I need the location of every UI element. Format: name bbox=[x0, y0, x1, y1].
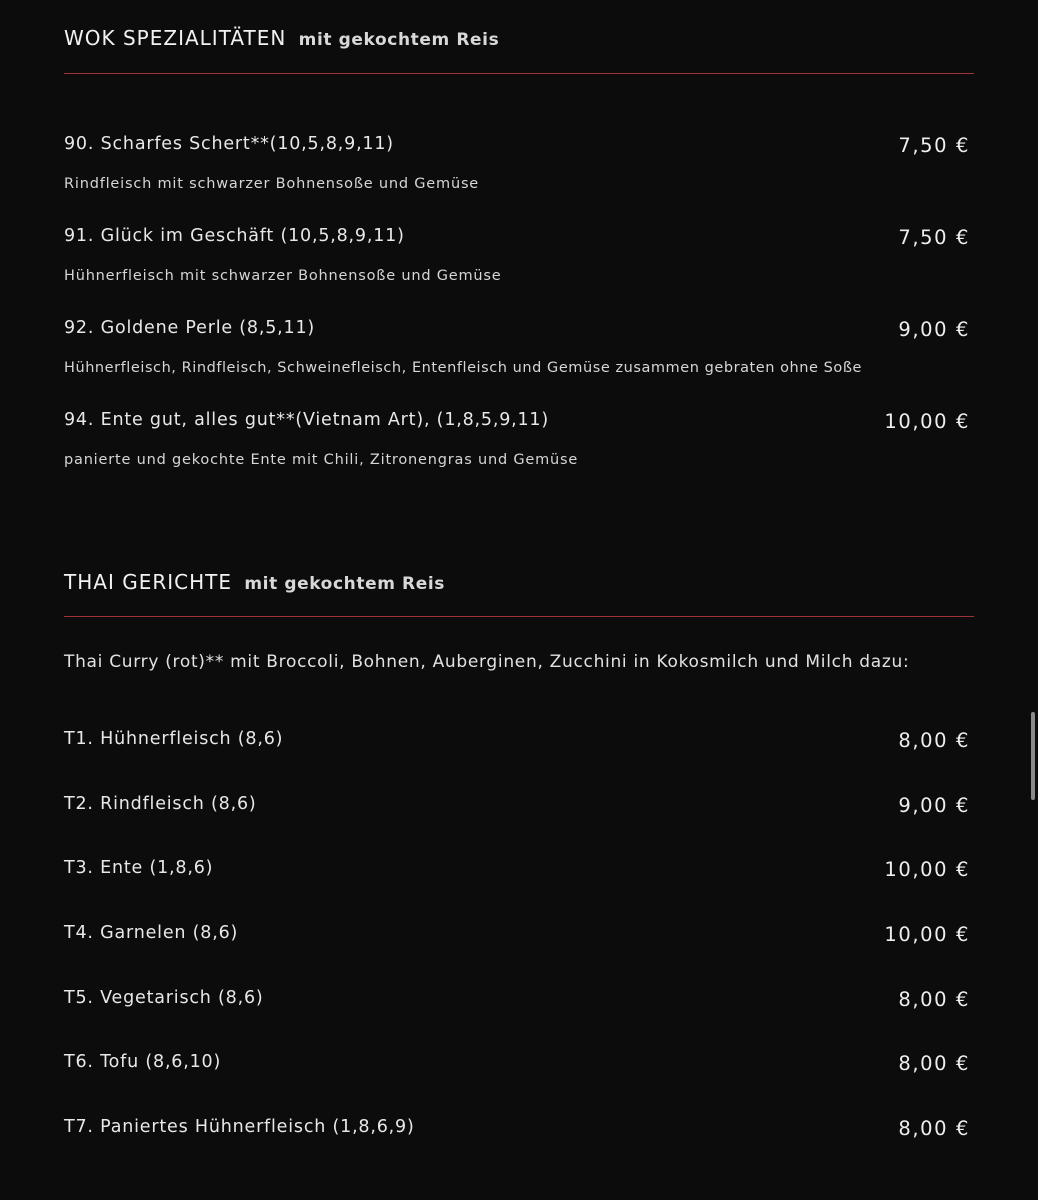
menu-item-price: 8,00 € bbox=[898, 729, 970, 752]
section-heading: WOK SPEZIALITÄTEN bbox=[64, 26, 287, 50]
menu-item-name: T6. Tofu (8,6,10) bbox=[64, 1052, 222, 1072]
menu-item-price: 8,00 € bbox=[898, 988, 970, 1011]
section-heading: THAI GERICHTE bbox=[64, 570, 232, 594]
menu-item-name: 91. Glück im Geschäft (10,5,8,9,11) bbox=[64, 226, 405, 246]
section-intro: Thai Curry (rot)** mit Broccoli, Bohnen, Auberginen, Zucchini in Kokosmilch und Milch dazu: bbox=[64, 652, 910, 672]
menu-item-name: T5. Vegetarisch (8,6) bbox=[64, 988, 264, 1008]
section-divider bbox=[64, 73, 974, 74]
menu-item-name: T7. Paniertes Hühnerfleisch (1,8,6,9) bbox=[64, 1117, 415, 1137]
menu-item-price: 10,00 € bbox=[884, 410, 970, 433]
section-divider bbox=[64, 616, 974, 617]
section-subheading: mit gekochtem Reis bbox=[298, 30, 500, 50]
section-title-thai bbox=[64, 569, 445, 593]
menu-item-name: 90. Scharfes Schert**(10,5,8,9,11) bbox=[64, 134, 394, 154]
menu-item-price: 8,00 € bbox=[898, 1117, 970, 1140]
menu-item-description: Hühnerfleisch mit schwarzer Bohnensoße und Gemüse bbox=[64, 268, 502, 284]
menu-item-description: panierte und gekochte Ente mit Chili, Zitronengras und Gemüse bbox=[64, 452, 579, 468]
menu-item-price: 10,00 € bbox=[884, 858, 970, 881]
menu-item-price: 9,00 € bbox=[898, 794, 970, 817]
menu-item-description: Hühnerfleisch, Rindfleisch, Schweinefleisch, Entenfleisch und Gemüse zusammen gebraten ohne Soße bbox=[64, 360, 862, 376]
section-title-wok bbox=[64, 25, 499, 49]
menu-item-description: Rindfleisch mit schwarzer Bohnensoße und Gemüse bbox=[64, 176, 480, 192]
menu-item-price: 7,50 € bbox=[898, 134, 970, 157]
menu-item-name: T3. Ente (1,8,6) bbox=[64, 858, 214, 878]
menu-item-name: T2. Rindfleisch (8,6) bbox=[64, 794, 257, 814]
section-subheading: mit gekochtem Reis bbox=[244, 574, 445, 594]
menu-item-price: 8,00 € bbox=[898, 1052, 970, 1075]
scrollbar-thumb[interactable] bbox=[1031, 712, 1035, 800]
menu-item-name: T4. Garnelen (8,6) bbox=[64, 923, 239, 943]
menu-item-price: 9,00 € bbox=[898, 318, 970, 341]
menu-item-price: 7,50 € bbox=[898, 226, 970, 249]
menu-item-name: T1. Hühnerfleisch (8,6) bbox=[64, 729, 284, 749]
menu-item-price: 10,00 € bbox=[884, 923, 970, 946]
menu-item-name: 92. Goldene Perle (8,5,11) bbox=[64, 318, 316, 338]
menu-item-name: 94. Ente gut, alles gut**(Vietnam Art), (1,8,5,9,11) bbox=[64, 410, 549, 430]
